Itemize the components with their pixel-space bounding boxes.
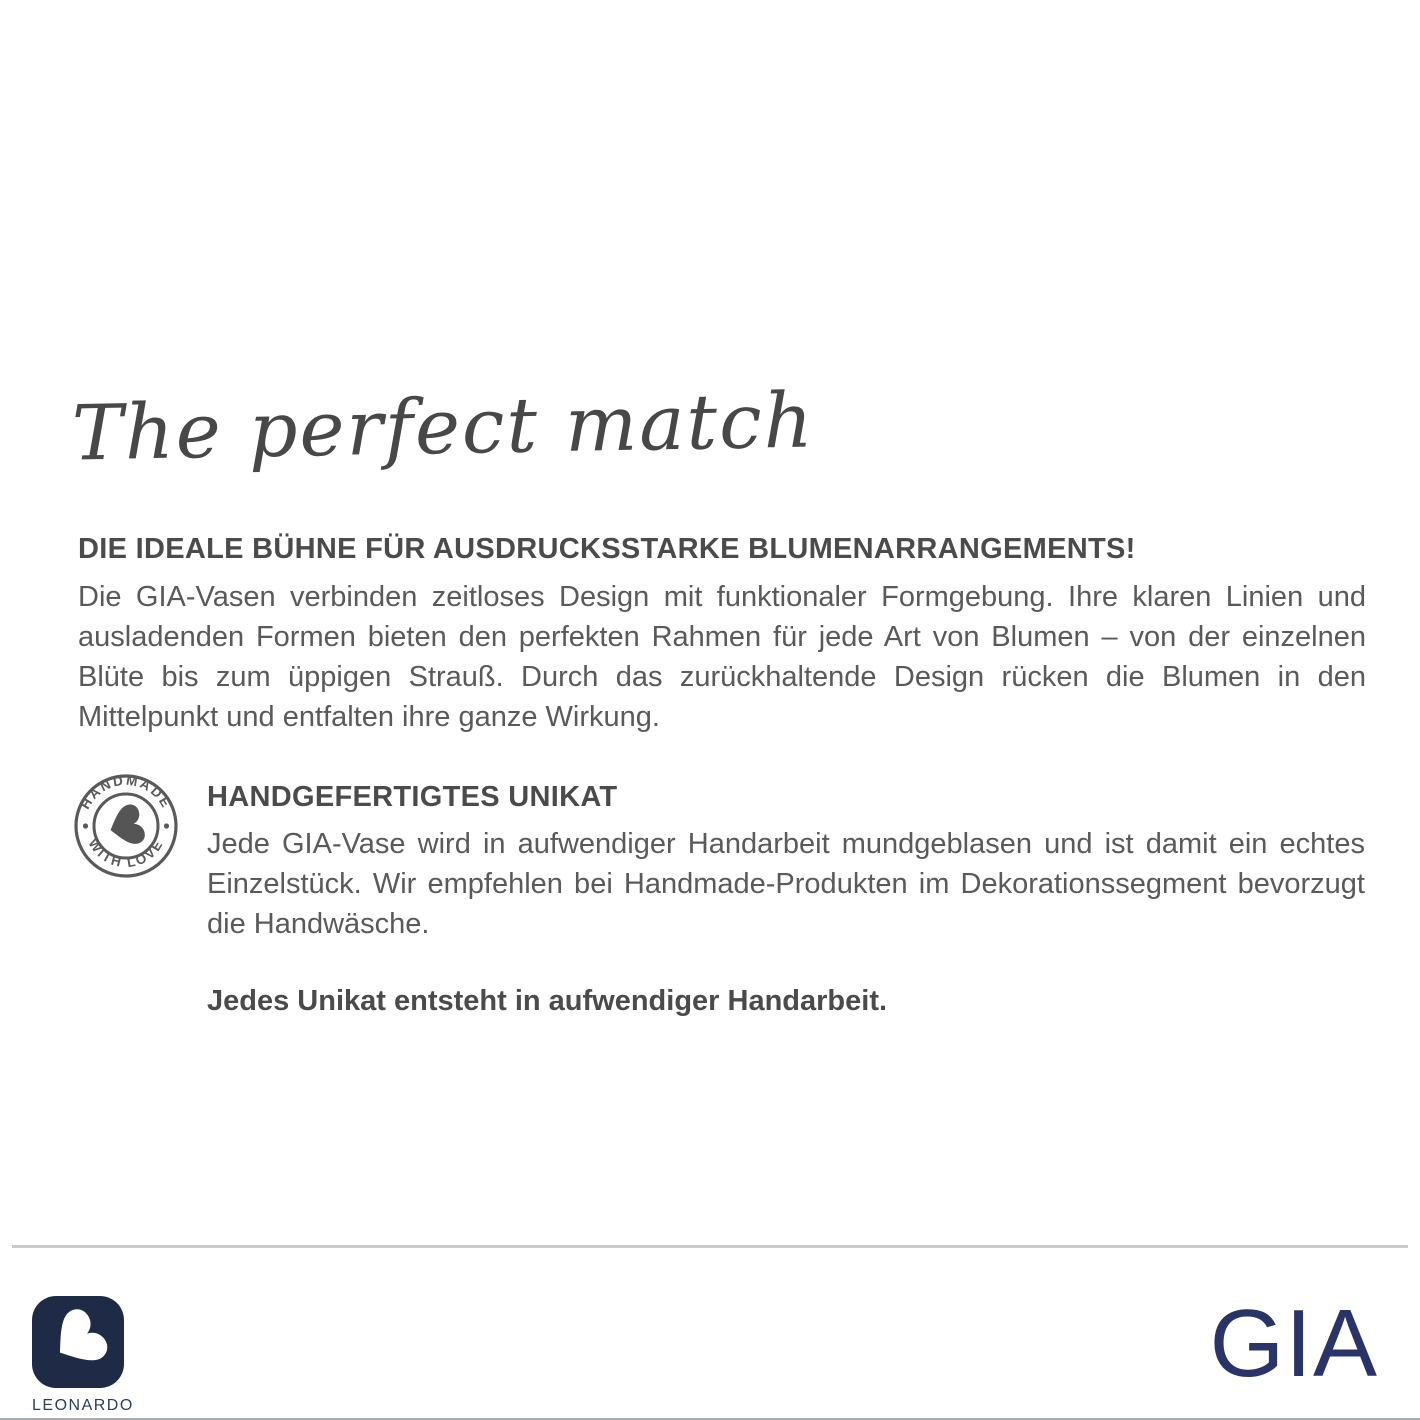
intro-section — [78, 533, 1366, 737]
badge-top-label: HANDMADE — [77, 772, 175, 812]
intro-heading: DIE IDEALE BÜHNE FÜR AUSDRUCKSSTARKE BLUMENARRANGEMENTS! — [78, 533, 1136, 565]
badge-left-dot — [83, 823, 88, 828]
product-name-label: GIA — [1209, 1290, 1378, 1397]
handmade-heading: HANDGEFERTIGTES UNIKAT — [207, 781, 618, 813]
handmade-paragraph: Jede GIA-Vase wird in aufwendiger Handarbeit mundgeblasen und ist damit ein echtes Einzelstück. Wir empfehlen bei Handmade-Produkten im Dekorationssegment bevorzugt die Handwäsche. — [207, 828, 1365, 940]
intro-paragraph: Die GIA-Vasen verbinden zeitloses Design mit funktionaler Formgebung. Ihre klaren Linien und ausladenden Formen bieten den perfekten Rahmen für jede Art von Blumen – von der einzelnen Blüte bis zum üppigen Strauß. Durch das zurückhaltende Design rücken die Blumen in den Mittelpunkt und entfalten ihre ganze Wirkung. — [78, 581, 1366, 733]
script-headline: The perfect match — [71, 375, 816, 478]
leonardo-heart-icon — [32, 1296, 124, 1388]
badge-right-dot — [164, 823, 169, 828]
handmade-emphasis: Jedes Unikat entsteht in aufwendiger Handarbeit. — [207, 985, 888, 1017]
brand-name-label: LEONARDO — [32, 1397, 134, 1414]
brand-block — [32, 1296, 134, 1415]
handmade-section — [207, 781, 1365, 1021]
handmade-with-love-badge — [72, 772, 180, 880]
handmade-badge-stamp — [72, 772, 180, 880]
footer-divider — [12, 1245, 1408, 1248]
heart-icon — [105, 802, 147, 849]
badge-bottom-label: WITH LOVE — [85, 836, 167, 871]
leonardo-logo — [32, 1296, 124, 1388]
